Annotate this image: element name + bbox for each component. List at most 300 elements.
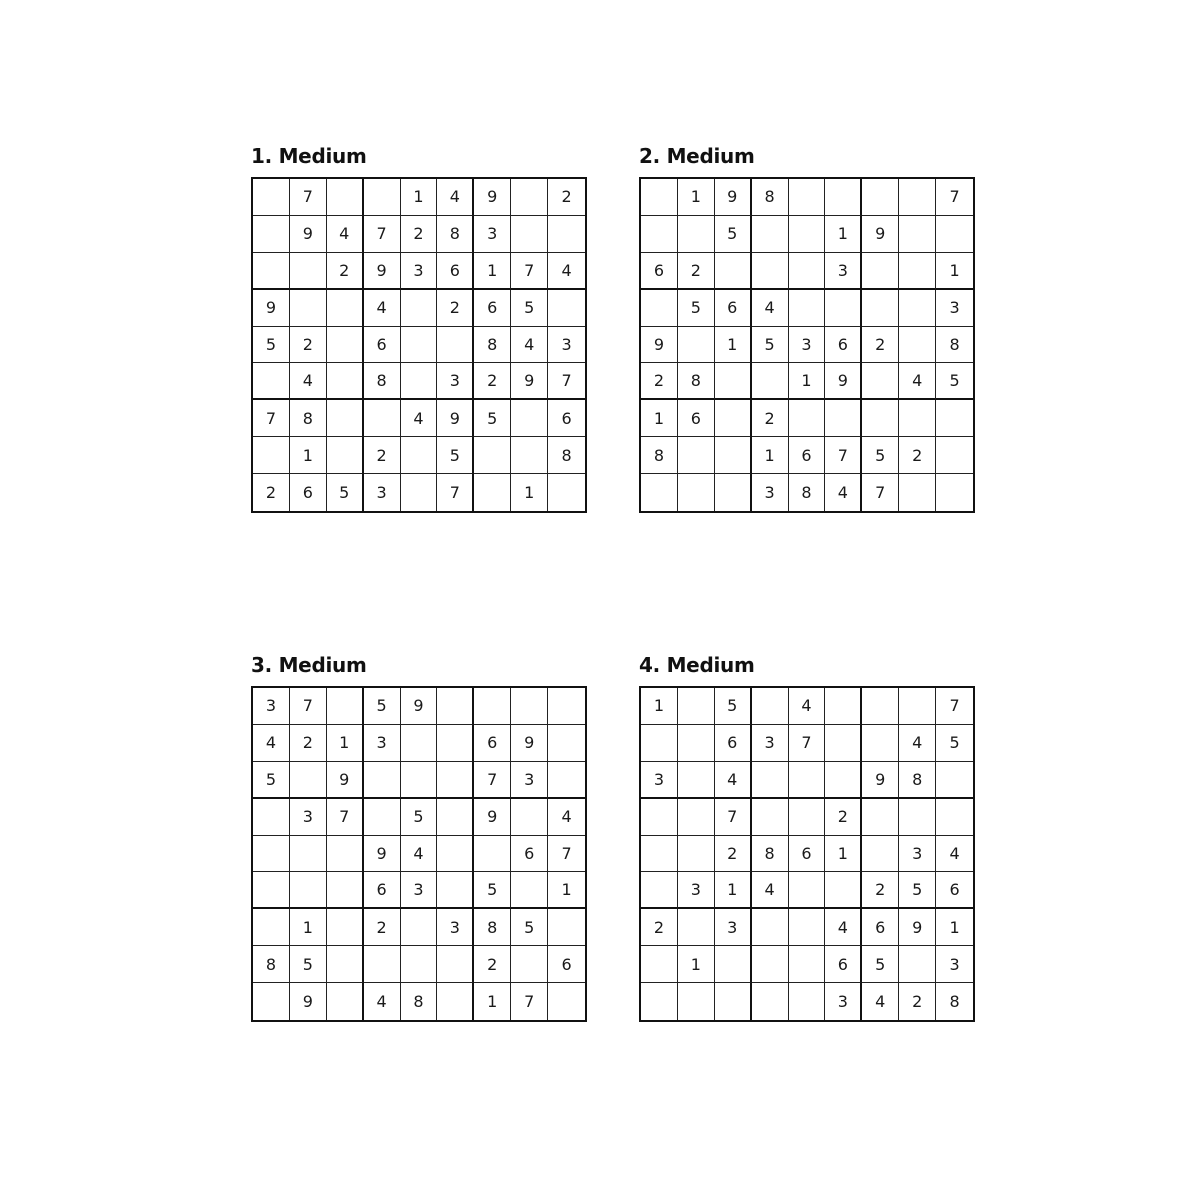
given-cell: 2	[899, 983, 936, 1020]
empty-cell[interactable]	[825, 400, 862, 437]
empty-cell[interactable]	[474, 437, 511, 474]
empty-cell[interactable]	[290, 872, 327, 909]
puzzle-title: 4. Medium	[639, 653, 755, 677]
given-cell: 7	[290, 179, 327, 216]
given-cell: 6	[474, 290, 511, 327]
empty-cell[interactable]	[752, 909, 789, 946]
given-cell: 6	[789, 437, 826, 474]
given-cell: 7	[511, 253, 548, 290]
given-cell: 1	[290, 909, 327, 946]
empty-cell[interactable]	[789, 400, 826, 437]
given-cell: 6	[715, 290, 752, 327]
empty-cell[interactable]	[789, 799, 826, 836]
empty-cell[interactable]	[752, 216, 789, 253]
given-cell: 9	[474, 179, 511, 216]
given-cell: 4	[752, 290, 789, 327]
empty-cell[interactable]	[825, 290, 862, 327]
empty-cell[interactable]	[327, 179, 364, 216]
empty-cell[interactable]	[899, 327, 936, 364]
given-cell: 4	[253, 725, 290, 762]
empty-cell[interactable]	[641, 836, 678, 873]
empty-cell[interactable]	[401, 909, 438, 946]
empty-cell[interactable]	[678, 216, 715, 253]
empty-cell[interactable]	[936, 437, 973, 474]
given-cell: 2	[253, 474, 290, 511]
given-cell: 7	[253, 400, 290, 437]
given-cell: 5	[437, 437, 474, 474]
empty-cell[interactable]	[825, 179, 862, 216]
given-cell: 4	[364, 983, 401, 1020]
given-cell: 5	[364, 688, 401, 725]
empty-cell[interactable]	[253, 836, 290, 873]
given-cell: 1	[678, 946, 715, 983]
empty-cell[interactable]	[548, 762, 585, 799]
empty-cell[interactable]	[437, 946, 474, 983]
empty-cell[interactable]	[899, 946, 936, 983]
empty-cell[interactable]	[548, 688, 585, 725]
given-cell: 8	[474, 909, 511, 946]
given-cell: 8	[789, 474, 826, 511]
given-cell: 1	[752, 437, 789, 474]
empty-cell[interactable]	[641, 474, 678, 511]
given-cell: 1	[678, 179, 715, 216]
empty-cell[interactable]	[401, 327, 438, 364]
empty-cell[interactable]	[678, 474, 715, 511]
empty-cell[interactable]	[862, 179, 899, 216]
empty-cell[interactable]	[825, 872, 862, 909]
given-cell: 4	[862, 983, 899, 1020]
empty-cell[interactable]	[936, 400, 973, 437]
given-cell: 2	[641, 909, 678, 946]
given-cell: 4	[715, 762, 752, 799]
empty-cell[interactable]	[474, 836, 511, 873]
empty-cell[interactable]	[678, 327, 715, 364]
empty-cell[interactable]	[862, 836, 899, 873]
empty-cell[interactable]	[327, 363, 364, 400]
given-cell: 6	[511, 836, 548, 873]
given-cell: 5	[474, 400, 511, 437]
sudoku-grid	[639, 177, 975, 513]
empty-cell[interactable]	[678, 688, 715, 725]
given-cell: 5	[253, 327, 290, 364]
empty-cell[interactable]	[641, 290, 678, 327]
given-cell: 9	[862, 762, 899, 799]
empty-cell[interactable]	[437, 688, 474, 725]
empty-cell[interactable]	[899, 179, 936, 216]
empty-cell[interactable]	[752, 983, 789, 1020]
empty-cell[interactable]	[511, 946, 548, 983]
given-cell: 7	[511, 983, 548, 1020]
given-cell: 5	[899, 872, 936, 909]
given-cell: 3	[401, 253, 438, 290]
given-cell: 1	[290, 437, 327, 474]
empty-cell[interactable]	[511, 688, 548, 725]
empty-cell[interactable]	[715, 253, 752, 290]
empty-cell[interactable]	[511, 437, 548, 474]
given-cell: 5	[715, 688, 752, 725]
given-cell: 5	[715, 216, 752, 253]
given-cell: 6	[437, 253, 474, 290]
given-cell: 8	[548, 437, 585, 474]
given-cell: 2	[474, 363, 511, 400]
empty-cell[interactable]	[327, 909, 364, 946]
given-cell: 2	[678, 253, 715, 290]
given-cell: 1	[511, 474, 548, 511]
empty-cell[interactable]	[862, 290, 899, 327]
given-cell: 7	[936, 179, 973, 216]
given-cell: 7	[364, 216, 401, 253]
given-cell: 5	[862, 437, 899, 474]
given-cell: 2	[641, 363, 678, 400]
given-cell: 1	[715, 327, 752, 364]
given-cell: 2	[899, 437, 936, 474]
given-cell: 4	[752, 872, 789, 909]
sudoku-grid	[251, 686, 587, 1022]
empty-cell[interactable]	[715, 363, 752, 400]
given-cell: 2	[752, 400, 789, 437]
empty-cell[interactable]	[253, 872, 290, 909]
given-cell: 3	[641, 762, 678, 799]
given-cell: 4	[401, 400, 438, 437]
empty-cell[interactable]	[641, 799, 678, 836]
empty-cell[interactable]	[715, 983, 752, 1020]
empty-cell[interactable]	[401, 363, 438, 400]
empty-cell[interactable]	[936, 762, 973, 799]
empty-cell[interactable]	[290, 836, 327, 873]
empty-cell[interactable]	[437, 872, 474, 909]
given-cell: 4	[936, 836, 973, 873]
given-cell: 9	[641, 327, 678, 364]
given-cell: 3	[364, 474, 401, 511]
empty-cell[interactable]	[327, 327, 364, 364]
empty-cell[interactable]	[678, 437, 715, 474]
given-cell: 2	[862, 872, 899, 909]
empty-cell[interactable]	[936, 799, 973, 836]
given-cell: 4	[548, 253, 585, 290]
empty-cell[interactable]	[936, 474, 973, 511]
given-cell: 4	[327, 216, 364, 253]
empty-cell[interactable]	[364, 400, 401, 437]
given-cell: 6	[862, 909, 899, 946]
given-cell: 3	[401, 872, 438, 909]
empty-cell[interactable]	[862, 799, 899, 836]
empty-cell[interactable]	[548, 216, 585, 253]
empty-cell[interactable]	[548, 474, 585, 511]
empty-cell[interactable]	[511, 872, 548, 909]
given-cell: 3	[752, 474, 789, 511]
empty-cell[interactable]	[437, 836, 474, 873]
given-cell: 6	[364, 872, 401, 909]
given-cell: 5	[936, 363, 973, 400]
given-cell: 3	[936, 946, 973, 983]
given-cell: 6	[548, 400, 585, 437]
given-cell: 9	[862, 216, 899, 253]
given-cell: 7	[548, 363, 585, 400]
given-cell: 6	[825, 327, 862, 364]
given-cell: 5	[678, 290, 715, 327]
given-cell: 8	[641, 437, 678, 474]
empty-cell[interactable]	[253, 253, 290, 290]
given-cell: 2	[437, 290, 474, 327]
empty-cell[interactable]	[825, 762, 862, 799]
empty-cell[interactable]	[548, 983, 585, 1020]
given-cell: 2	[290, 327, 327, 364]
empty-cell[interactable]	[290, 762, 327, 799]
empty-cell[interactable]	[253, 179, 290, 216]
empty-cell[interactable]	[327, 836, 364, 873]
empty-cell[interactable]	[752, 799, 789, 836]
empty-cell[interactable]	[678, 799, 715, 836]
empty-cell[interactable]	[789, 253, 826, 290]
given-cell: 3	[474, 216, 511, 253]
given-cell: 6	[641, 253, 678, 290]
empty-cell[interactable]	[789, 290, 826, 327]
sudoku-puzzle-1	[251, 143, 587, 513]
empty-cell[interactable]	[327, 437, 364, 474]
empty-cell[interactable]	[789, 179, 826, 216]
given-cell: 8	[364, 363, 401, 400]
empty-cell[interactable]	[752, 762, 789, 799]
empty-cell[interactable]	[715, 400, 752, 437]
empty-cell[interactable]	[641, 946, 678, 983]
empty-cell[interactable]	[290, 253, 327, 290]
empty-cell[interactable]	[437, 983, 474, 1020]
empty-cell[interactable]	[899, 253, 936, 290]
empty-cell[interactable]	[862, 725, 899, 762]
empty-cell[interactable]	[825, 688, 862, 725]
empty-cell[interactable]	[401, 290, 438, 327]
empty-cell[interactable]	[253, 909, 290, 946]
empty-cell[interactable]	[899, 216, 936, 253]
given-cell: 8	[290, 400, 327, 437]
sudoku-grid	[639, 686, 975, 1022]
empty-cell[interactable]	[364, 762, 401, 799]
empty-cell[interactable]	[715, 437, 752, 474]
empty-cell[interactable]	[253, 216, 290, 253]
given-cell: 6	[548, 946, 585, 983]
empty-cell[interactable]	[899, 688, 936, 725]
empty-cell[interactable]	[511, 179, 548, 216]
empty-cell[interactable]	[548, 725, 585, 762]
empty-cell[interactable]	[401, 437, 438, 474]
given-cell: 2	[862, 327, 899, 364]
empty-cell[interactable]	[678, 983, 715, 1020]
given-cell: 8	[752, 836, 789, 873]
given-cell: 8	[437, 216, 474, 253]
given-cell: 1	[789, 363, 826, 400]
empty-cell[interactable]	[437, 762, 474, 799]
empty-cell[interactable]	[641, 725, 678, 762]
empty-cell[interactable]	[401, 474, 438, 511]
empty-cell[interactable]	[364, 946, 401, 983]
empty-cell[interactable]	[364, 799, 401, 836]
given-cell: 2	[401, 216, 438, 253]
empty-cell[interactable]	[789, 983, 826, 1020]
empty-cell[interactable]	[899, 799, 936, 836]
given-cell: 6	[936, 872, 973, 909]
empty-cell[interactable]	[401, 946, 438, 983]
given-cell: 6	[825, 946, 862, 983]
sudoku-puzzle-3	[251, 652, 587, 1022]
given-cell: 2	[548, 179, 585, 216]
given-cell: 2	[715, 836, 752, 873]
given-cell: 4	[437, 179, 474, 216]
empty-cell[interactable]	[752, 946, 789, 983]
empty-cell[interactable]	[437, 725, 474, 762]
given-cell: 7	[327, 799, 364, 836]
given-cell: 1	[936, 253, 973, 290]
empty-cell[interactable]	[641, 179, 678, 216]
given-cell: 3	[789, 327, 826, 364]
given-cell: 4	[899, 363, 936, 400]
empty-cell[interactable]	[511, 799, 548, 836]
given-cell: 5	[253, 762, 290, 799]
empty-cell[interactable]	[327, 983, 364, 1020]
given-cell: 4	[548, 799, 585, 836]
given-cell: 7	[862, 474, 899, 511]
empty-cell[interactable]	[253, 983, 290, 1020]
empty-cell[interactable]	[789, 872, 826, 909]
given-cell: 3	[678, 872, 715, 909]
given-cell: 5	[752, 327, 789, 364]
given-cell: 9	[401, 688, 438, 725]
empty-cell[interactable]	[825, 725, 862, 762]
empty-cell[interactable]	[548, 290, 585, 327]
empty-cell[interactable]	[290, 290, 327, 327]
empty-cell[interactable]	[752, 363, 789, 400]
empty-cell[interactable]	[715, 474, 752, 511]
given-cell: 1	[936, 909, 973, 946]
given-cell: 3	[825, 253, 862, 290]
empty-cell[interactable]	[548, 909, 585, 946]
empty-cell[interactable]	[789, 946, 826, 983]
given-cell: 5	[401, 799, 438, 836]
empty-cell[interactable]	[437, 327, 474, 364]
given-cell: 9	[290, 216, 327, 253]
given-cell: 5	[511, 909, 548, 946]
empty-cell[interactable]	[899, 290, 936, 327]
sudoku-puzzle-4	[639, 652, 975, 1022]
empty-cell[interactable]	[862, 363, 899, 400]
empty-cell[interactable]	[253, 799, 290, 836]
given-cell: 3	[752, 725, 789, 762]
given-cell: 4	[825, 909, 862, 946]
empty-cell[interactable]	[474, 688, 511, 725]
empty-cell[interactable]	[253, 363, 290, 400]
empty-cell[interactable]	[253, 437, 290, 474]
empty-cell[interactable]	[641, 872, 678, 909]
given-cell: 4	[899, 725, 936, 762]
given-cell: 3	[511, 762, 548, 799]
given-cell: 6	[474, 725, 511, 762]
given-cell: 3	[290, 799, 327, 836]
given-cell: 9	[511, 725, 548, 762]
empty-cell[interactable]	[678, 725, 715, 762]
empty-cell[interactable]	[641, 216, 678, 253]
given-cell: 1	[825, 836, 862, 873]
empty-cell[interactable]	[752, 688, 789, 725]
empty-cell[interactable]	[401, 762, 438, 799]
given-cell: 7	[290, 688, 327, 725]
given-cell: 7	[715, 799, 752, 836]
given-cell: 2	[364, 437, 401, 474]
given-cell: 9	[290, 983, 327, 1020]
puzzle-title: 2. Medium	[639, 144, 755, 168]
empty-cell[interactable]	[401, 725, 438, 762]
given-cell: 4	[401, 836, 438, 873]
given-cell: 9	[364, 253, 401, 290]
empty-cell[interactable]	[936, 216, 973, 253]
given-cell: 3	[253, 688, 290, 725]
given-cell: 3	[899, 836, 936, 873]
empty-cell[interactable]	[899, 400, 936, 437]
given-cell: 3	[825, 983, 862, 1020]
given-cell: 8	[936, 327, 973, 364]
given-cell: 8	[949, 992, 960, 1012]
empty-cell[interactable]	[678, 836, 715, 873]
given-cell: 3	[364, 725, 401, 762]
empty-cell[interactable]	[327, 688, 364, 725]
sudoku-puzzle-2	[639, 143, 975, 513]
empty-cell[interactable]	[364, 179, 401, 216]
empty-cell[interactable]	[327, 872, 364, 909]
given-cell: 7	[936, 688, 973, 725]
given-cell: 6	[789, 836, 826, 873]
given-cell: 8	[752, 179, 789, 216]
empty-cell[interactable]	[641, 983, 678, 1020]
given-cell: 6	[678, 400, 715, 437]
sudoku-grid	[251, 177, 587, 513]
given-cell: 9	[437, 400, 474, 437]
empty-cell[interactable]	[327, 400, 364, 437]
empty-cell[interactable]	[715, 946, 752, 983]
empty-cell[interactable]	[862, 400, 899, 437]
given-cell: 1	[548, 872, 585, 909]
given-cell: 1	[715, 872, 752, 909]
empty-cell[interactable]	[327, 290, 364, 327]
given-cell: 4	[825, 474, 862, 511]
empty-cell[interactable]	[474, 474, 511, 511]
empty-cell[interactable]	[862, 253, 899, 290]
empty-cell[interactable]	[511, 400, 548, 437]
empty-cell[interactable]	[678, 909, 715, 946]
empty-cell[interactable]	[327, 946, 364, 983]
empty-cell[interactable]	[789, 762, 826, 799]
given-cell: 2	[290, 725, 327, 762]
empty-cell[interactable]	[437, 799, 474, 836]
empty-cell[interactable]	[511, 216, 548, 253]
empty-cell[interactable]	[789, 909, 826, 946]
empty-cell[interactable]	[752, 253, 789, 290]
given-cell: 6	[290, 474, 327, 511]
given-cell: 9	[511, 363, 548, 400]
given-cell: 3	[936, 290, 973, 327]
empty-cell[interactable]	[862, 688, 899, 725]
empty-cell[interactable]	[899, 474, 936, 511]
given-cell: 3	[715, 909, 752, 946]
given-cell: 2	[825, 799, 862, 836]
given-cell: 1	[474, 983, 511, 1020]
empty-cell[interactable]	[789, 216, 826, 253]
given-cell: 1	[327, 725, 364, 762]
given-cell: 7	[825, 437, 862, 474]
given-cell: 2	[364, 909, 401, 946]
given-cell: 4	[364, 290, 401, 327]
given-cell: 1	[401, 179, 438, 216]
empty-cell[interactable]	[678, 762, 715, 799]
given-cell: 4	[789, 688, 826, 725]
puzzle-title: 1. Medium	[251, 144, 367, 168]
